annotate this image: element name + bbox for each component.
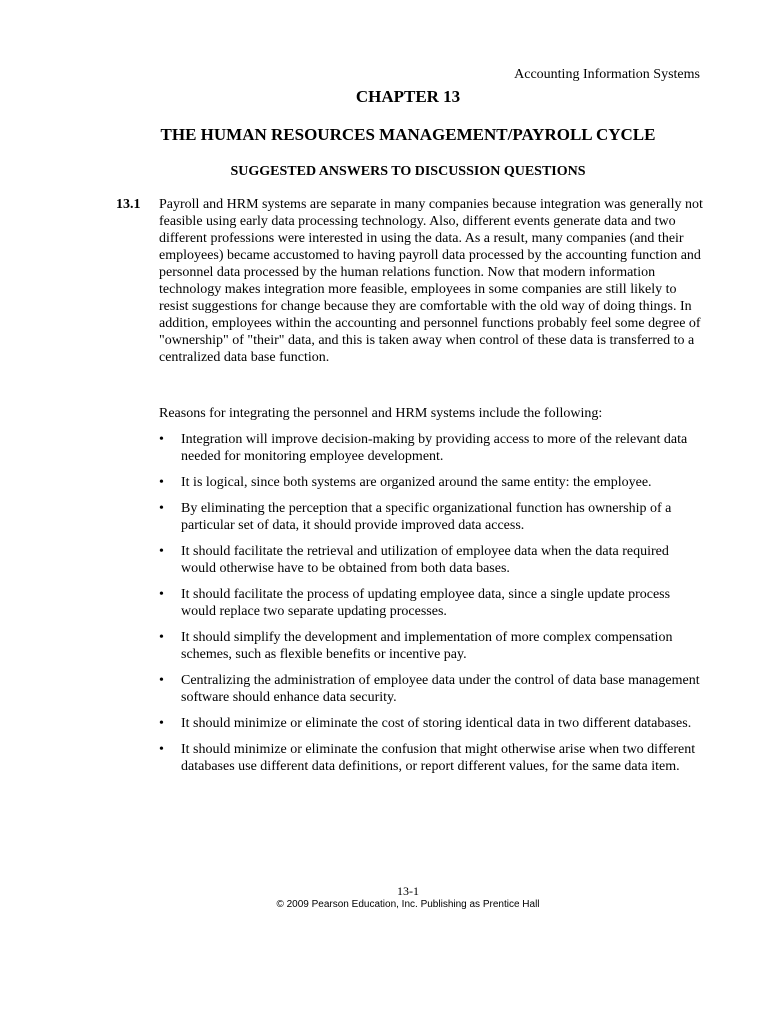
copyright-notice: © 2009 Pearson Education, Inc. Publishing as Prentice Hall xyxy=(276,899,540,910)
bullet-icon: • xyxy=(159,630,164,645)
list-item-text: Integration will improve decision-making by providing access to more of the relevant data needed for monitoring employee development. xyxy=(181,432,688,464)
section-subtitle: SUGGESTED ANSWERS TO DISCUSSION QUESTIONS xyxy=(230,164,586,179)
list-item-text: It should simplify the development and implementation of more complex compensation schemes, such as flexible benefits or incentive pay. xyxy=(181,630,673,662)
list-item xyxy=(159,543,707,577)
list-item-text: It should minimize or eliminate the cost of storing identical data in two different databases. xyxy=(181,716,692,731)
bullet-icon: • xyxy=(159,587,164,602)
bullet-icon: • xyxy=(159,432,164,447)
list-item xyxy=(159,741,707,775)
list-item-text: It should facilitate the retrieval and utilization of employee data when the data required would otherwise have to be obtained from both data bases. xyxy=(181,544,669,576)
list-item xyxy=(159,474,707,491)
list-item xyxy=(159,629,707,663)
answer-paragraph: Payroll and HRM systems are separate in many companies because integration was generally not feasible using early data processing technology. Also, different events generate data and two different professions were interested in using the data. As a result, many companies (and their employees) became accustomed to having payroll data processed by the accounting function and personnel data processed by the human relations function. Now that modern information technology makes integration more feasible, employees in some companies are still likely to resist suggestions for change because they are comfortable with the old way of doing things. In addition, employees within the accounting and personnel functions probably feel some degree of "ownership" of "their" data, and this is taken away when control of these data is transferred to a centralized data base function. xyxy=(159,197,703,365)
list-item-text: It should facilitate the process of updating employee data, since a single update process would replace two separate updating processes. xyxy=(181,587,671,619)
answer-body xyxy=(159,196,707,366)
list-item xyxy=(159,672,707,706)
running-head: Accounting Information Systems xyxy=(514,67,700,82)
list-item xyxy=(159,500,707,534)
list-item xyxy=(159,431,707,465)
bullet-icon: • xyxy=(159,475,164,490)
bullet-icon: • xyxy=(159,742,164,757)
reasons-list xyxy=(159,431,707,784)
list-item xyxy=(159,715,707,732)
reasons-intro: Reasons for integrating the personnel and HRM systems include the following: xyxy=(159,406,603,421)
bullet-icon: • xyxy=(159,501,164,516)
list-item xyxy=(159,586,707,620)
chapter-heading: CHAPTER 13 xyxy=(355,87,461,106)
bullet-icon: • xyxy=(159,716,164,731)
list-item-text: It should minimize or eliminate the confusion that might otherwise arise when two different databases use different data definitions, or report different values, for the same data item. xyxy=(181,742,696,774)
bullet-icon: • xyxy=(159,673,164,688)
question-number: 13.1 xyxy=(116,197,141,212)
list-item-text: Centralizing the administration of employee data under the control of data base management software should enhance data security. xyxy=(181,673,700,705)
list-item-text: It is logical, since both systems are organized around the same entity: the employee. xyxy=(181,475,652,490)
chapter-title: THE HUMAN RESOURCES MANAGEMENT/PAYROLL CYCLE xyxy=(160,125,656,144)
bullet-icon: • xyxy=(159,544,164,559)
list-item-text: By eliminating the perception that a specific organizational function has ownership of a particular set of data, it should provide improved data access. xyxy=(181,501,672,533)
page-number: 13-1 xyxy=(397,884,419,898)
